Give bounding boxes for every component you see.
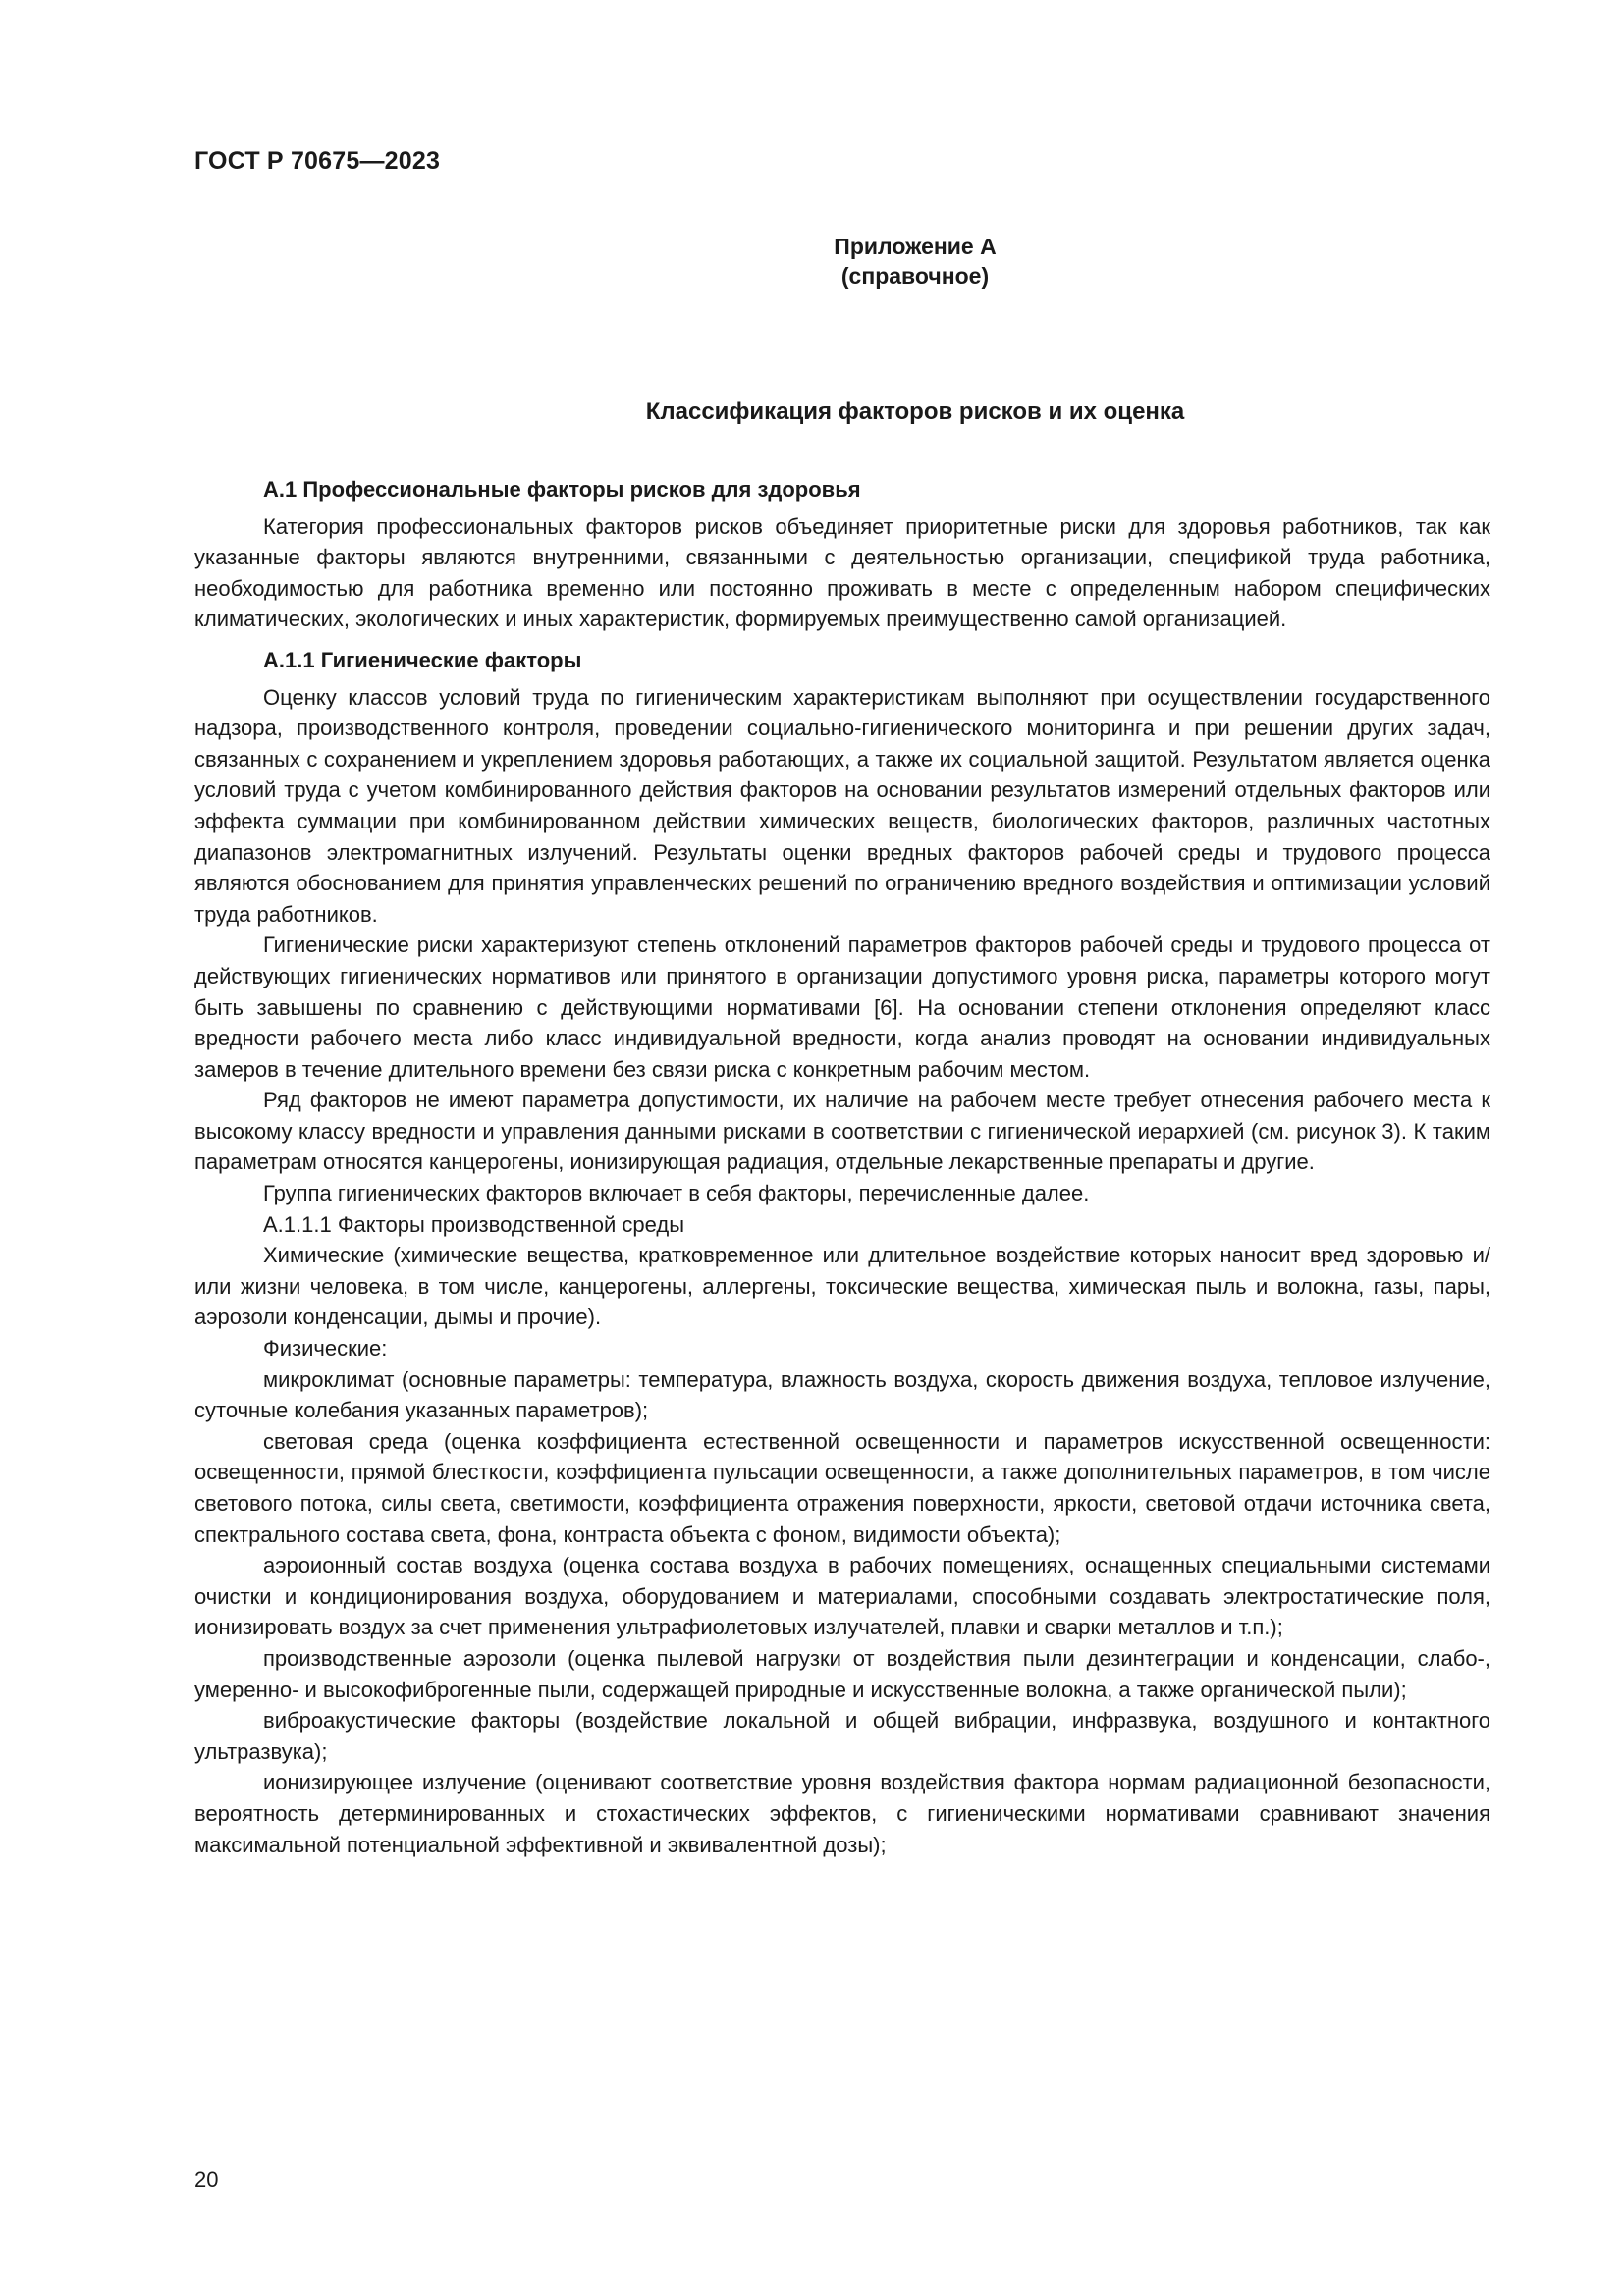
section-a1-heading: А.1 Профессиональные факторы рисков для здоровья bbox=[263, 477, 861, 502]
appendix-title: Приложение А bbox=[834, 234, 997, 259]
paragraph: Гигиенические риски характеризуют степень отклонений параметров факторов рабочей среды и трудового процесса от действующих гигиенических нормативов или принятого в организации допустимого уровня риска, параметры которого могут быть завышены по сравнению с действующими нормативами [6]. На основании степени отклонения определяют класс вредности рабочего места либо класс индивидуальной вредности, когда анализ проводят на основании индивидуальных замеров в течение длительного времени без связи риска с конкретным рабочим местом. bbox=[194, 933, 1490, 1082]
list-item-aerosols: производственные аэрозоли (оценка пылевой нагрузки от воздействия пыли дезинтеграции и конденсации, слабо-, умеренно- и высокофиброгенные пыли, содержащей природные и искусственные волокна, а также органической пыли); bbox=[194, 1645, 1490, 1702]
paragraph-physical: Физические: bbox=[263, 1336, 388, 1362]
section-a11-heading: А.1.1 Гигиенические факторы bbox=[263, 647, 582, 672]
list-item-light: световая среда (оценка коэффициента естественной освещенности и параметров искусственной освещенности: освещенности, прямой блесткости, коэффициента пульсации освещенности, а также дополнительных параметров, в том числе светового потока, силы света, светимости, коэффициента отражения поверхности, яркости, световой отдачи источника света, спектрального состава света, фона, контраста объекта с фоном, видимости объекта); bbox=[194, 1428, 1490, 1547]
list-item-aeroion: аэроионный состав воздуха (оценка состава воздуха в рабочих помещениях, оснащенных специальными системами очистки и кондиционирования воздуха, оборудованием и материалами, способными создавать электростатические поля, ионизировать воздух за счет применения ультрафиолетовых излучателей, плавки и сварки металлов и т.п.); bbox=[194, 1553, 1490, 1640]
standard-number: ГОСТ Р 70675—2023 bbox=[194, 147, 441, 175]
paragraph: Оценку классов условий труда по гигиеническим характеристикам выполняют при осуществлении государственного надзора, производственного контроля, проведении социально-гигиенического мониторинга и при решении других задач, связанных с сохранением и укреплением здоровья работающих, а также их социальной защитой. Результатом является оценка условий труда с учетом комбинированного действия факторов на основании результатов измерений отдельных факторов или эффекта суммации при комбинированном действии химических веществ, биологических факторов, различных частотных диапазонов электромагнитных излучений. Результаты оценки вредных факторов рабочей среды и трудового процесса являются обоснованием для принятия управленческих решений по ограничению вредного воздействия и оптимизации условий труда работников. bbox=[194, 684, 1490, 927]
document-body bbox=[194, 474, 1490, 1860]
page-title bbox=[0, 399, 1624, 426]
page-number: 20 bbox=[194, 2167, 219, 2192]
appendix-heading bbox=[0, 232, 1624, 291]
list-item-radiation: ионизирующее излучение (оценивают соответствие уровня воздействия фактора нормам радиационной безопасности, вероятность детерминированных и стохастических эффектов, с гигиеническими нормативами сравнивают значения максимальной потенциальной эффективной и эквивалентной дозы); bbox=[194, 1770, 1490, 1857]
page-title-text: Классификация факторов рисков и их оценка bbox=[645, 399, 1185, 425]
section-a111-heading: А.1.1.1 Факторы производственной среды bbox=[263, 1211, 684, 1237]
paragraph: Группа гигиенических факторов включает в себя факторы, перечисленные далее. bbox=[263, 1181, 1090, 1206]
paragraph-chemical: Химические (химические вещества, кратковременное или длительное воздействие которых наносит вред здоровью и/или жизни человека, в том числе, канцерогены, аллергены, токсические вещества, химическая пыль и волокна, газы, пары, аэрозоли конденсации, дымы и прочие). bbox=[194, 1243, 1490, 1330]
list-item-microclimate: микроклимат (основные параметры: температура, влажность воздуха, скорость движения воздуха, тепловое излучение, суточные колебания указанных параметров); bbox=[194, 1366, 1490, 1423]
paragraph: Ряд факторов не имеют параметра допустимости, их наличие на рабочем месте требует отнесения рабочего места к высокому классу вредности и управления данными рисками в соответствии с гигиенической иерархией (см. рисунок 3). К таким параметрам относятся канцерогены, ионизирующая радиация, отдельные лекарственные препараты и другие. bbox=[194, 1088, 1490, 1175]
paragraph: Категория профессиональных факторов рисков объединяет приоритетные риски для здоровья работников, так как указанные факторы являются внутренними, связанными с деятельностью организации, спецификой труда работника, необходимостью для работника временно или постоянно проживать в месте с определенным набором специфических климатических, экологических и иных характеристик, формируемых преимущественно самой организацией. bbox=[194, 513, 1490, 632]
appendix-note: (справочное) bbox=[840, 263, 990, 289]
list-item-vibro: виброакустические факторы (воздействие локальной и общей вибрации, инфразвука, воздушного и контактного ультразвука); bbox=[194, 1708, 1490, 1764]
